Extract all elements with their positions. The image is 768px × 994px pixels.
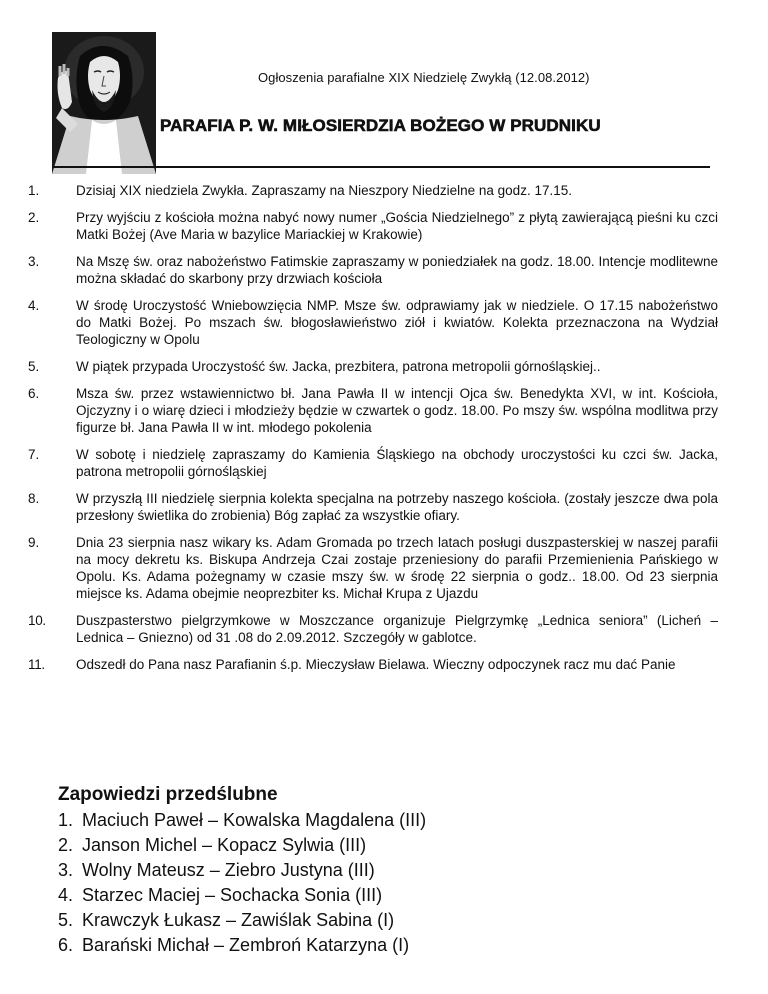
announcement-number: 11. [28,657,45,672]
announcement-item [28,656,718,673]
announcement-text: Przy wyjściu z kościoła można nabyć nowy numer „Gościa Niedzielnego” z płytą zawierającą pieśni ku czci Matki Bożej (Ave Maria w bazylice Mariackiej w Krakowie) [76,210,718,242]
announcement-number: 8. [28,491,40,506]
announcement-item [28,490,718,524]
banns-heading: Zapowiedzi przedślubne [58,784,278,805]
announcement-text: W sobotę i niedzielę zapraszamy do Kamienia Śląskiego na obchody uroczystości ku czci św. Jacka, patrona metropolii górnośląskiej [76,447,718,479]
banns-item [58,908,426,933]
announcement-item [28,385,718,436]
announcement-text: Duszpasterstwo pielgrzymkowe w Moszczance organizuje Pielgrzymkę „Lednica seniora” (Licheń – Lednica – Gniezno) od 31 .08 do 2.09.2012. Szczegóły w gablotce. [76,613,718,645]
announcement-number: 4. [28,298,40,313]
announcement-item [28,534,718,602]
banns-item [58,858,426,883]
announcement-number: 3. [28,254,40,269]
parish-title: PARAFIA P. W. MIŁOSIERDZIA BOŻEGO W PRUDNIKU [160,116,601,135]
announcement-item [28,182,718,199]
announcement-item [28,446,718,480]
announcement-text: Dzisiaj XIX niedziela Zwykła. Zapraszamy na Nieszpory Niedzielne na godz. 17.15. [76,183,572,198]
header-divider [52,166,710,168]
banns-item [58,833,426,858]
announcement-text: Msza św. przez wstawiennictwo bł. Jana Pawła II w intencji Ojca św. Benedykta XVI, w int. Kościoła, Ojczyzny i o wiarę dzieci i młodzieży będzie w czwartek o godz. 18.00. Po mszy św. wspólna modlitwa przy figurze bł. Jana Pawła II w int. młodego pokolenia [76,386,718,435]
announcement-text: Dnia 23 sierpnia nasz wikary ks. Adam Gromada po trzech latach posługi duszpasterskiej w naszej parafii na mocy dekretu ks. Biskupa Andrzeja Czai zostaje przeniesiony do parafii Przemienienia Pańskiego w Opolu. Ks. Adama pożegnamy w czasie mszy św. w środę 22 sierpnia o godz.. 18.00. Od 23 sierpnia miejsce ks. Adama obejmie neoprezbiter ks. Michał Krupa z Ujazdu [76,535,718,601]
divine-mercy-image [52,32,156,174]
banns-names: Janson Michel – Kopacz Sylwia (III) [82,835,367,855]
banns-number: 3. [58,860,74,880]
banns-number: 1. [58,810,74,830]
banns-item [58,883,426,908]
banns-names: Krawczyk Łukasz – Zawiślak Sabina (I) [82,910,395,930]
announcement-text: W piątek przypada Uroczystość św. Jacka, prezbitera, patrona metropolii górnośląskiej.. [76,359,601,374]
announcement-item [28,612,718,646]
announcement-number: 2. [28,210,40,225]
banns-list [58,808,426,958]
banns-names: Starzec Maciej – Sochacka Sonia (III) [82,885,383,905]
announcement-number: 10. [28,613,46,628]
announcement-text: W środę Uroczystość Wniebowzięcia NMP. Msze św. odprawiamy jak w niedziele. O 17.15 nabożeństwo do Matki Bożej. Po mszach św. błogosławieństwo ziół i kwiatów. Kolekta przeznaczona na Wydział Teologiczny w Opolu [76,298,718,347]
banns-names: Barański Michał – Zembroń Katarzyna (I) [82,935,410,955]
announcements-list [28,182,718,683]
announcement-text: W przyszłą III niedzielę sierpnia kolekta specjalna na potrzeby naszego kościoła. (zostały jeszcze dwa pola przesłony świetlika do zrobienia) Bóg zapłać za wszystkie ofiary. [76,491,718,523]
banns-item [58,808,426,833]
announcement-number: 1. [28,183,40,198]
announcement-item [28,297,718,348]
banns-number: 4. [58,885,74,905]
banns-number: 2. [58,835,74,855]
announcement-number: 7. [28,447,40,462]
announcement-item [28,209,718,243]
announcement-item [28,253,718,287]
announcement-text: Odszedł do Pana nasz Parafianin ś.p. Mieczysław Bielawa. Wieczny odpoczynek racz mu dać Panie [76,657,676,672]
announcement-number: 5. [28,359,40,374]
banns-names: Maciuch Paweł – Kowalska Magdalena (III) [82,810,427,830]
banns-number: 5. [58,910,74,930]
announcement-number: 9. [28,535,40,550]
bulletin-subtitle: Ogłoszenia parafialne XIX Niedzielę Zwykłą (12.08.2012) [258,70,590,85]
banns-item [58,933,426,958]
announcement-text: Na Mszę św. oraz nabożeństwo Fatimskie zapraszamy w poniedziałek na godz. 18.00. Intencje modlitewne można składać do skarbony przy drzwiach kościoła [76,254,718,286]
announcement-item [28,358,718,375]
banns-names: Wolny Mateusz – Ziebro Justyna (III) [82,860,375,880]
announcement-number: 6. [28,386,40,401]
banns-number: 6. [58,935,74,955]
